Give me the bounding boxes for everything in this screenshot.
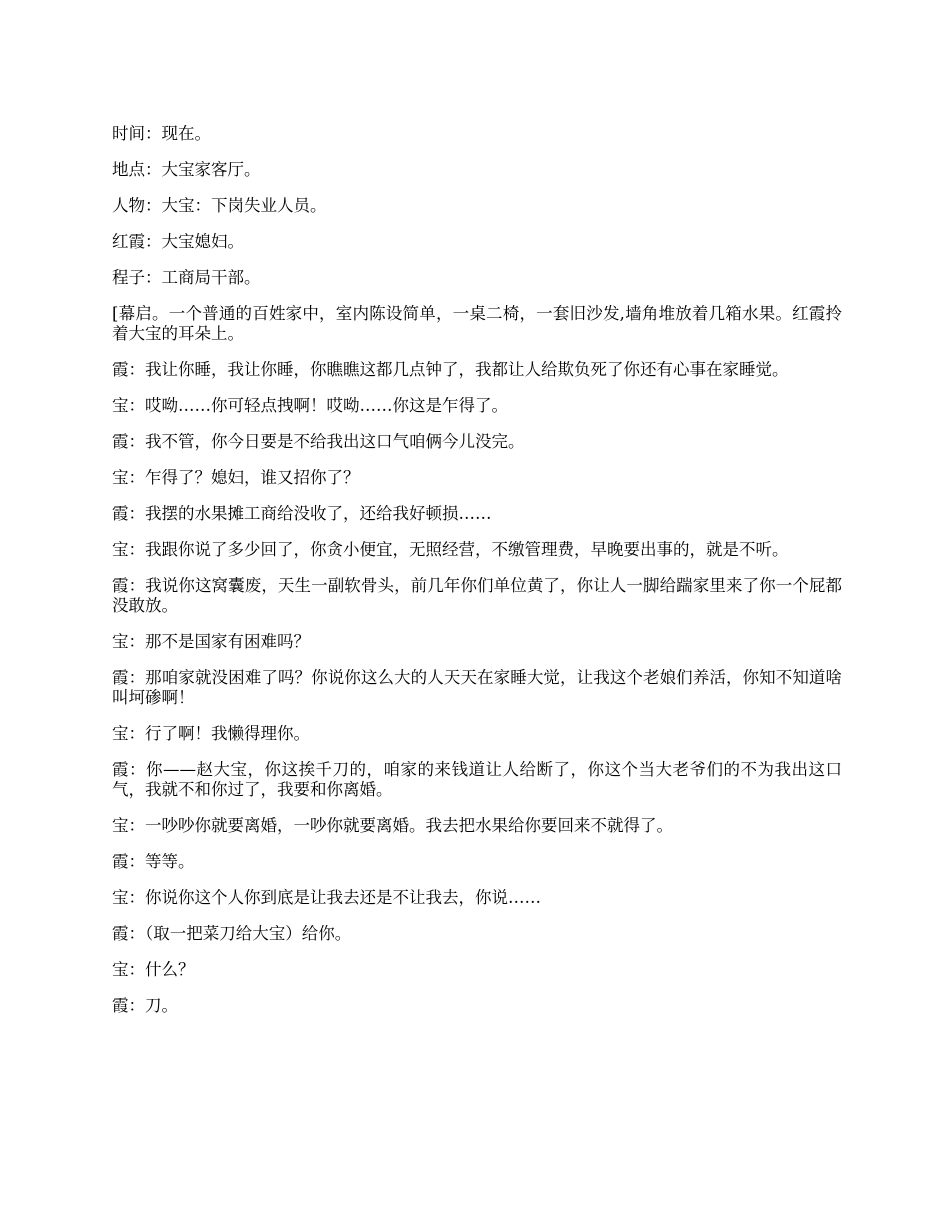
paragraph-character-hongxia: 红霞：大宝媳妇。 <box>112 232 244 251</box>
dialogue-line: 霞：我让你睡，我让你睡，你瞧瞧这都几点钟了，我都让人给欺负死了你还有心事在家睡觉。 <box>112 360 789 379</box>
dialogue-line: 霞：等等。 <box>112 852 195 871</box>
paragraph-place: 地点：大宝家客厅。 <box>112 160 261 179</box>
dialogue-line: 宝：行了啊！我懒得理你。 <box>112 724 310 743</box>
paragraph-stage-direction: [幕启。一个普通的百姓家中，室内陈设简单，一桌二椅，一套旧沙发,墙角堆放着几箱水果。红霞拎着大宝的耳朵上。 <box>112 304 842 343</box>
dialogue-line: 霞：我说你这窝囊废，天生一副软骨头，前几年你们单位黄了，你让人一脚给踹家里来了你一个屁都没敢放。 <box>112 576 842 615</box>
paragraph-character-chengzi: 程子：工商局干部。 <box>112 268 261 287</box>
dialogue-line: 宝：一吵吵你就要离婚，一吵你就要离婚。我去把水果给你要回来不就得了。 <box>112 816 673 835</box>
dialogue-line: 宝：乍得了？媳妇，谁又招你了？ <box>112 468 360 487</box>
dialogue-line: 霞：我不管，你今日要是不给我出这口气咱俩今儿没完。 <box>112 432 525 451</box>
dialogue-line: 宝：什么？ <box>112 960 195 979</box>
paragraph-time: 时间：现在。 <box>112 124 211 143</box>
dialogue-line: 宝：哎呦……你可轻点拽啊！哎呦……你这是乍得了。 <box>112 396 508 415</box>
dialogue-line: 宝：那不是国家有困难吗？ <box>112 632 310 651</box>
dialogue-line: 宝：我跟你说了多少回了，你贪小便宜，无照经营，不缴管理费，早晚要出事的，就是不听。 <box>112 540 789 559</box>
dialogue-line: 霞：我摆的水果摊工商给没收了，还给我好顿损…… <box>112 504 492 523</box>
dialogue-line: 霞：（取一把菜刀给大宝）给你。 <box>112 924 352 943</box>
document-body <box>112 124 842 1032</box>
dialogue-line: 宝：你说你这个人你到底是让我去还是不让我去，你说…… <box>112 888 541 907</box>
paragraph-characters: 人物：大宝：下岗失业人员。 <box>112 196 327 215</box>
dialogue-line: 霞：刀。 <box>112 996 178 1015</box>
dialogue-line: 霞：你——赵大宝，你这挨千刀的，咱家的来钱道让人给断了，你这个当大老爷们的不为我出这口气，我就不和你过了，我要和你离婚。 <box>112 760 842 799</box>
dialogue-line: 霞：那咱家就没困难了吗？你说你这么大的人天天在家睡大觉，让我这个老娘们养活，你知不知道啥叫坷碜啊！ <box>112 668 842 707</box>
